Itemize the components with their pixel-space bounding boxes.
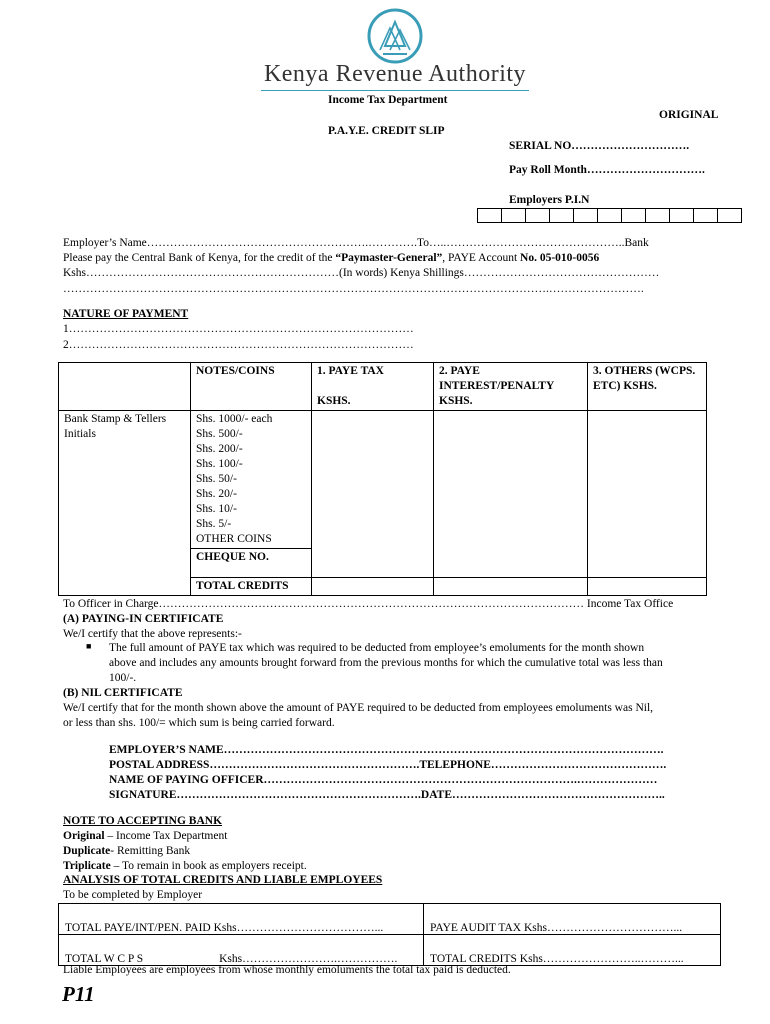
- total-paye-cell[interactable]: [59, 904, 424, 935]
- paye-audit-cell[interactable]: [424, 904, 721, 935]
- note-original: [63, 829, 227, 843]
- pin-box[interactable]: [598, 209, 622, 223]
- other-coins: OTHER COINS: [196, 533, 272, 545]
- duplicate-text: - Remitting Bank: [110, 845, 191, 857]
- total-credits-analysis-label: TOTAL CREDITS Kshs……………………..………...: [430, 953, 684, 965]
- paye-interest-header: [434, 363, 588, 411]
- cheque-no-cell[interactable]: [191, 549, 312, 578]
- pin-box[interactable]: [670, 209, 694, 223]
- paye-tax-header: [312, 363, 434, 411]
- denomination-20: Shs. 20/-: [196, 488, 237, 500]
- pin-box[interactable]: [478, 209, 502, 223]
- nil-text-line-2: or less than shs. 100/= which sum is being carried forward.: [63, 717, 335, 729]
- payroll-month-field[interactable]: Pay Roll Month………………………….: [509, 164, 705, 176]
- kshs-line[interactable]: Kshs…………………………………………………………(In words) Kenya Shillings……………………………………………: [63, 267, 660, 279]
- bullet-text-line-2: above and includes any amounts brought forward from the previous months for which the cumulative total was less than: [109, 657, 663, 669]
- analysis-title: ANALYSIS OF TOTAL CREDITS AND LIABLE EMPLOYEES: [63, 874, 383, 886]
- liable-employees-note: Liable Employees are employees from whose monthly emoluments the total tax paid is deducted.: [63, 964, 511, 976]
- kra-emblem-icon: [363, 6, 427, 66]
- analysis-subtitle: To be completed by Employer: [63, 889, 203, 901]
- total-paye-tax-cell[interactable]: [312, 578, 434, 596]
- paye-tax-amount-cell[interactable]: [312, 411, 434, 578]
- denominations-cell: [191, 411, 312, 549]
- nature-line-1[interactable]: 1………………………………………………………………………………: [63, 323, 414, 335]
- paye-interest-amount-cell[interactable]: [434, 411, 588, 578]
- paying-officer-field[interactable]: NAME OF PAYING OFFICER……………………………………………………………………….…………………: [109, 774, 658, 786]
- employer-name-line[interactable]: Employer’s Name………………………………………………….………….To…..………………………………………..Bank: [63, 237, 649, 249]
- pin-box[interactable]: [718, 209, 742, 223]
- pin-box[interactable]: [502, 209, 526, 223]
- note-to-bank-title: NOTE TO ACCEPTING BANK: [63, 815, 223, 827]
- denomination-100: Shs. 100/-: [196, 458, 243, 470]
- notes-coins-header: [191, 363, 312, 411]
- analysis-table: [58, 903, 721, 966]
- total-others-cell[interactable]: [588, 578, 707, 596]
- please-pay-text: Please pay the Central Bank of Kenya, for the credit of the: [63, 252, 336, 264]
- denomination-50: Shs. 50/-: [196, 473, 237, 485]
- employer-name-field[interactable]: EMPLOYER’S NAME…………………………………………………………………………………………………….: [109, 744, 664, 756]
- nil-text-line-1: We/I certify that for the month shown above the amount of PAYE required to be deducted from employees emoluments was Nil,: [63, 702, 654, 714]
- denomination-1000: Shs. 1000/- each: [196, 413, 273, 425]
- signature-field[interactable]: SIGNATURE……………………………………………………….DATE………………………………………………..: [109, 789, 665, 801]
- total-wcps-label: TOTAL W C P S: [65, 953, 144, 965]
- serial-no-field[interactable]: SERIAL NO………………………….: [509, 140, 690, 152]
- original-text: – Income Tax Department: [104, 830, 228, 842]
- notes-coins-label: NOTES/COINS: [196, 365, 275, 377]
- denomination-10: Shs. 10/-: [196, 503, 237, 515]
- total-paye-interest-cell[interactable]: [434, 578, 588, 596]
- blank-header-cell: [59, 363, 191, 411]
- triplicate-text: – To remain in book as employers receipt.: [110, 860, 307, 872]
- payment-table: [58, 362, 707, 596]
- note-duplicate: [63, 844, 190, 858]
- pin-box[interactable]: [574, 209, 598, 223]
- account-number: No. 05-010-0056: [520, 252, 600, 264]
- pin-box[interactable]: [526, 209, 550, 223]
- please-pay-line: [63, 251, 599, 265]
- bullet-text-line-3: 100/-.: [109, 672, 137, 684]
- total-credits-analysis-cell[interactable]: [424, 935, 721, 966]
- total-wcps-cell[interactable]: [59, 935, 424, 966]
- triplicate-label: Triplicate: [63, 860, 111, 872]
- total-credits-label: TOTAL CREDITS: [196, 580, 289, 592]
- pin-boxes[interactable]: [477, 208, 742, 223]
- total-paye-label: TOTAL PAYE/INT/PEN. PAID Kshs………………………………...: [65, 922, 384, 934]
- dots-line[interactable]: ……………………………………………………………………………………………………………….…………………….: [63, 283, 644, 295]
- paymaster-text: “Paymaster-General”: [335, 252, 443, 264]
- authority-name: Kenya Revenue Authority: [263, 61, 527, 87]
- department-title: Income Tax Department: [328, 94, 448, 106]
- logo-underline: [261, 90, 529, 91]
- denomination-500: Shs. 500/-: [196, 428, 243, 440]
- paye-account-label: , PAYE Account: [442, 252, 521, 264]
- bank-stamp-label: Bank Stamp & Tellers Initials: [64, 413, 167, 440]
- copy-label: ORIGINAL: [659, 109, 719, 121]
- pin-box[interactable]: [694, 209, 718, 223]
- bullet-text-line-1: The full amount of PAYE tax which was required to be deducted from employee’s emoluments for the month shown: [109, 642, 645, 654]
- form-title: P.A.Y.E. CREDIT SLIP: [328, 125, 445, 137]
- bullet-icon: ■: [86, 641, 92, 651]
- bank-stamp-cell: [59, 411, 191, 596]
- form-number: P11: [62, 982, 95, 1006]
- pin-box[interactable]: [622, 209, 646, 223]
- kra-logo: [255, 6, 535, 92]
- paye-tax-label: 1. PAYE TAX: [317, 365, 384, 377]
- paying-in-certificate-title: (A) PAYING-IN CERTIFICATE: [63, 613, 224, 625]
- cheque-no-label: CHEQUE NO.: [196, 551, 269, 563]
- nil-certificate-title: (B) NIL CERTIFICATE: [63, 687, 183, 699]
- paye-audit-label: PAYE AUDIT TAX Kshs……………………………...: [430, 922, 683, 934]
- others-label: 3. OTHERS (WCPS. ETC) KSHS.: [593, 365, 696, 392]
- nature-of-payment-title: NATURE OF PAYMENT: [63, 308, 189, 320]
- original-label: Original: [63, 830, 105, 842]
- pin-box[interactable]: [550, 209, 574, 223]
- employers-pin-label: Employers P.I.N: [509, 194, 590, 206]
- postal-address-field[interactable]: POSTAL ADDRESS……………………………………………….TELEPHONE……………………………………….: [109, 759, 667, 771]
- denomination-5: Shs. 5/-: [196, 518, 232, 530]
- denomination-200: Shs. 200/-: [196, 443, 243, 455]
- total-credits-cell: [191, 578, 312, 596]
- note-triplicate: [63, 859, 307, 873]
- duplicate-label: Duplicate: [63, 845, 111, 857]
- pin-box[interactable]: [646, 209, 670, 223]
- paye-interest-label: 2. PAYE INTEREST/PENALTY KSHS.: [439, 365, 554, 407]
- to-officer-line[interactable]: To Officer in Charge………………………………………………………………………………………………… Income Tax Office: [63, 598, 674, 610]
- others-amount-cell[interactable]: [588, 411, 707, 578]
- wcps-kshs-label: Kshs…………………….…………….: [219, 953, 398, 965]
- others-header: [588, 363, 707, 411]
- nature-line-2[interactable]: 2………………………………………………………………………………: [63, 339, 414, 351]
- certify-text: We/I certify that the above represents:-: [63, 628, 242, 640]
- paye-tax-unit: KSHS.: [317, 395, 351, 407]
